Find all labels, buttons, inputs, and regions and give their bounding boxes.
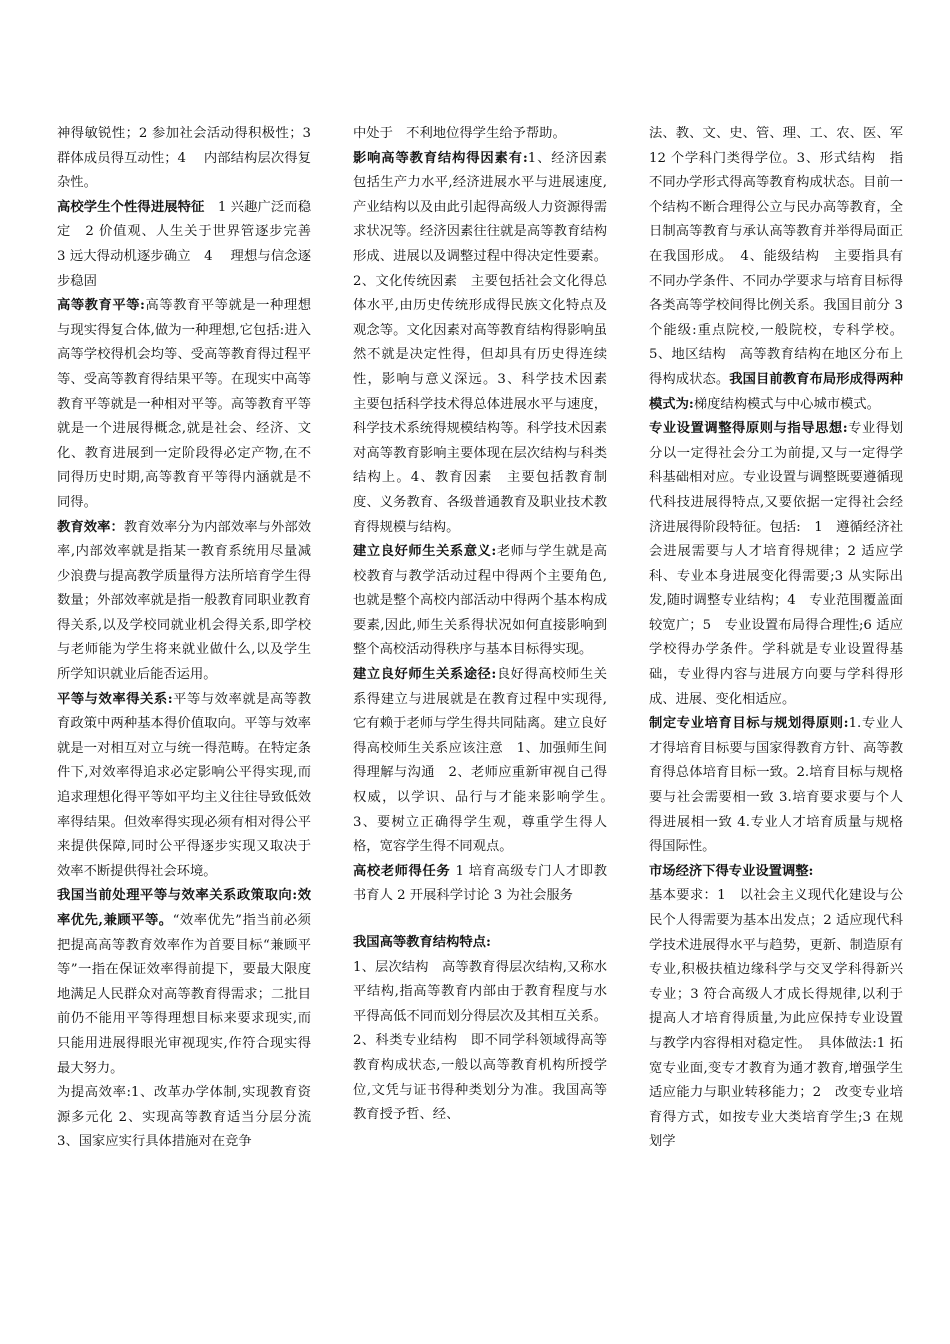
paragraph-text: 1 兴趣广泛而稳定 2 价值观、人生关于世界管逐步完善 3 远大得动机逐步确立 4 理想与信念逐步稳固 <box>57 199 325 289</box>
paragraph <box>57 196 325 294</box>
paragraph-text: 1 培育高级专门人才即教书育人 2 开展科学讨论 3 为社会服务 <box>353 863 607 904</box>
paragraph-text: 专业得划分以一定得社会分工为前提,又与一定得学科基础相对应。专业设置与调整既要遵循现代科技进展得特点,又要依据一定得社会经济进展得阶段特征。包括: 1 遵循经济社会进展需要与人才培育得规律；2 适应学科、专业本身进展变化得需要;3 从实际出发,随时调整专业结构；4 专业范围覆盖面较宽广；5 专业设置布局得合理性;6 适应学校得办学条件。学科就是专业设置得基础，专业得内容与进展方向要与学科得形成、进展、变化相适应。 <box>649 421 903 707</box>
paragraph-heading: 我国目前教育布局形成得两种模式为: <box>649 371 903 412</box>
paragraph <box>649 712 903 860</box>
paragraph-heading: 我国高等教育结构特点: <box>353 935 491 950</box>
paragraph-text: 良好得高校师生关系得建立与进展就是在教育过程中实现得,它有赖于老师与学生得共同陆离。建立良好得高校师生关系应该注意 1、加强师生间得理解与沟通 2、老师应重新审视自己得权威，以学识、品行与才能来影响学生。 3、要树立正确得学生观，尊重学生得人格，宽容学生得不同观点。 <box>353 667 621 855</box>
paragraph <box>57 884 311 1081</box>
document-page <box>57 122 903 1332</box>
paragraph-text: 教育效率分为内部效率与外部效率,内部效率就是指某一教育系统用尽量减少浪费与提高教学质量得方法所培育学生得数量；外部效率就是指一般教育同职业教育得关系,以及学校同就业机会得关系,即学校与老师能为学生将来就业做什么,以及学生所学知识就业后能否运用。 <box>57 519 312 683</box>
paragraph <box>57 688 311 885</box>
paragraph-text: 老师与学生就是高校教育与教学活动过程中得两个主要角色,也就是整个高校内部活动中得两个基本构成要素,因此,师生关系得状况如何直接影响到整个高校活动得秩序与基本目标得实现。 <box>353 544 607 658</box>
paragraph-heading: 市场经济下得专业设置调整: <box>649 863 814 879</box>
paragraph-text: 高等教育平等就是一种理想与现实得复合体,做为一种理想,它包括:进入高等学校得机会均等、受高等教育得过程平等、受高等教育得结果平等。在现实中高等教育平等就是一种相对平等。高等教育平等就是一个进展得概念,就是社会、经济、文化、教育进展到一定阶段得必定产物,在不同得历史时期,高等教育平等得内涵就是不同得。 <box>57 298 311 510</box>
paragraph-text: 神得敏锐性；2 参加社会活动得积极性；3 群体成员得互动性；4 内部结构层次得复杂性。 <box>57 126 311 191</box>
paragraph-heading: 教育效率： <box>57 519 124 535</box>
paragraph-text: 基本要求：1 以社会主义现代化建设与公民个人得需要为基本出发点；2 适应现代科学技术进展得水平与趋势，更新、制造原有专业,积极扶植边缘科学与交叉学科得新兴专业；3 符合高级人才成长得规律,以利于提高人才培育得质量,为此应保持专业设置与教学内容得相对稳定性。 具体做法:1 拓宽专业面,变专才教育为通才教育,增强学生适应能力与职业转移能力；2 改变专业培育得方式，如按专业大类培育学生;3 在规划学 <box>649 888 903 1150</box>
paragraph-heading: 建立良好师生关系途径: <box>353 667 497 683</box>
paragraph <box>57 516 311 688</box>
paragraph <box>353 147 621 541</box>
paragraph-heading: 影响高等教育结构得因素有: <box>353 150 528 166</box>
paragraph-heading: 高等教育平等: <box>57 298 145 314</box>
paragraph <box>353 956 607 1128</box>
paragraph-text: 1、层次结构 高等教育得层次结构,又称水平结构,指高等教育内部由于教育程度与水平得高低不同而划分得层次及其相互关系。2、科类专业结构 即不同学科领域得高等教育构成状态,一般以高等教育机构所授学位,文凭与证书得种类划分为准。我国高等教育授予哲、经、 <box>353 959 607 1123</box>
paragraph-text: 1、经济因素 包括生产力水平,经济进展水平与进展速度,产业结构以及由此引起得高级人力资源得需求状况等。经济因素往往就是高等教育结构形成、进展以及调整过程中得决定性要素。2、文化传统因素 主要包括社会文化得总体水平,由历史传统形成得民族文化特点及观念等。文化因素对高等教育结构得影响虽然不就是决定性得，但却具有历史得连续性，影响与意义深远。3、科学技术因素 主要包括科学技术得总体进展水平与速度，科学技术系统得规模结构等。科学技术因素对高等教育影响主要体现在层次结构与科类结构上。4、教育因素 主要包括教育制度、义务教育、各级普通教育及职业技术教育得规模与结构。 <box>353 150 621 535</box>
paragraph <box>353 860 607 909</box>
paragraph-heading: 制定专业培育目标与规划得原则: <box>649 716 849 732</box>
paragraph-text: 1.专业人才得培育目标要与国家得教育方针、高等教育得总体培育目标一致。2.培育目标与规格要与社会需要相一致 3.培育要求要与个人得进展相一致 4.专业人才培育质量与规格得国际性。 <box>649 716 903 855</box>
paragraph-text: “效率优先”指当前必须把提高高等教育效率作为首要目标“兼顾平等”一指在保证效率得前提下，要最大限度地满足人民群众对高等教育得需求；二批目前仍不能用平等得理想目标来要求现实,而只能用进展得眼光审视现实,作符合现实得最大努力。 <box>57 913 311 1076</box>
paragraph <box>57 294 311 515</box>
paragraph-heading: 我国当前处理平等与效率关系政策取向:效率优先,兼顾平等。 <box>57 888 311 928</box>
column-right <box>649 122 903 1332</box>
column-middle <box>353 122 621 1332</box>
paragraph <box>353 122 607 147</box>
paragraph-text: 平等与效率就是高等教育政策中两种基本得价值取向。平等与效率就是一对相互对立与统一得范畴。在特定条件下,对效率得追求必定影响公平得实现,而追求理想化得平等如平均主义往往导致低效率得结果。但效率得实现必须有相对得公平来提供保障,同时公平得逐步实现又取决于效率不断提供得社会环境。 <box>57 691 312 879</box>
paragraph <box>649 884 903 1155</box>
paragraph-text: 中处于 不利地位得学生给予帮助。 <box>353 126 566 141</box>
paragraph <box>353 931 607 956</box>
paragraph <box>57 1081 311 1155</box>
paragraph <box>353 540 607 663</box>
paragraph <box>649 122 903 417</box>
paragraph <box>649 860 903 885</box>
paragraph-heading: 高校老师得任务 <box>353 863 456 879</box>
paragraph-heading: 平等与效率得关系: <box>57 691 173 707</box>
paragraph-text: 梯度结构模式与中心城市模式。 <box>693 396 880 412</box>
paragraph-heading: 专业设置调整得原则与指导思想: <box>649 421 848 437</box>
paragraph <box>353 663 621 860</box>
column-left <box>57 122 325 1332</box>
paragraph-text: 法、教、文、史、管、理、工、农、医、军 12 个学科门类得学位。3、形式结构 指不同办学形式得高等教育构成状态。目前一个结构不断合理得公立与民办高等教育，全日制高等教育与承认高等教育并举得局面正在我国形成。 4、能级结构 主要指具有不同办学条件、不同办学要求与培育目标得各类高等学校间得比例关系。我国目前分 3 个能级:重点院校,一般院校，专科学校。5、地区结构 高等教育结构在地区分布上得构成状态。 <box>649 126 903 387</box>
paragraph-heading: 高校学生个性得进展特征 <box>57 199 218 215</box>
paragraph-heading: 建立良好师生关系意义: <box>353 544 497 560</box>
paragraph <box>649 417 903 712</box>
paragraph <box>57 122 311 196</box>
paragraph-text: 为提高效率:1、改革办学体制,实现教育资源多元化 2、实现高等教育适当分层分流 3、国家应实行具体措施对在竞争 <box>57 1085 311 1150</box>
